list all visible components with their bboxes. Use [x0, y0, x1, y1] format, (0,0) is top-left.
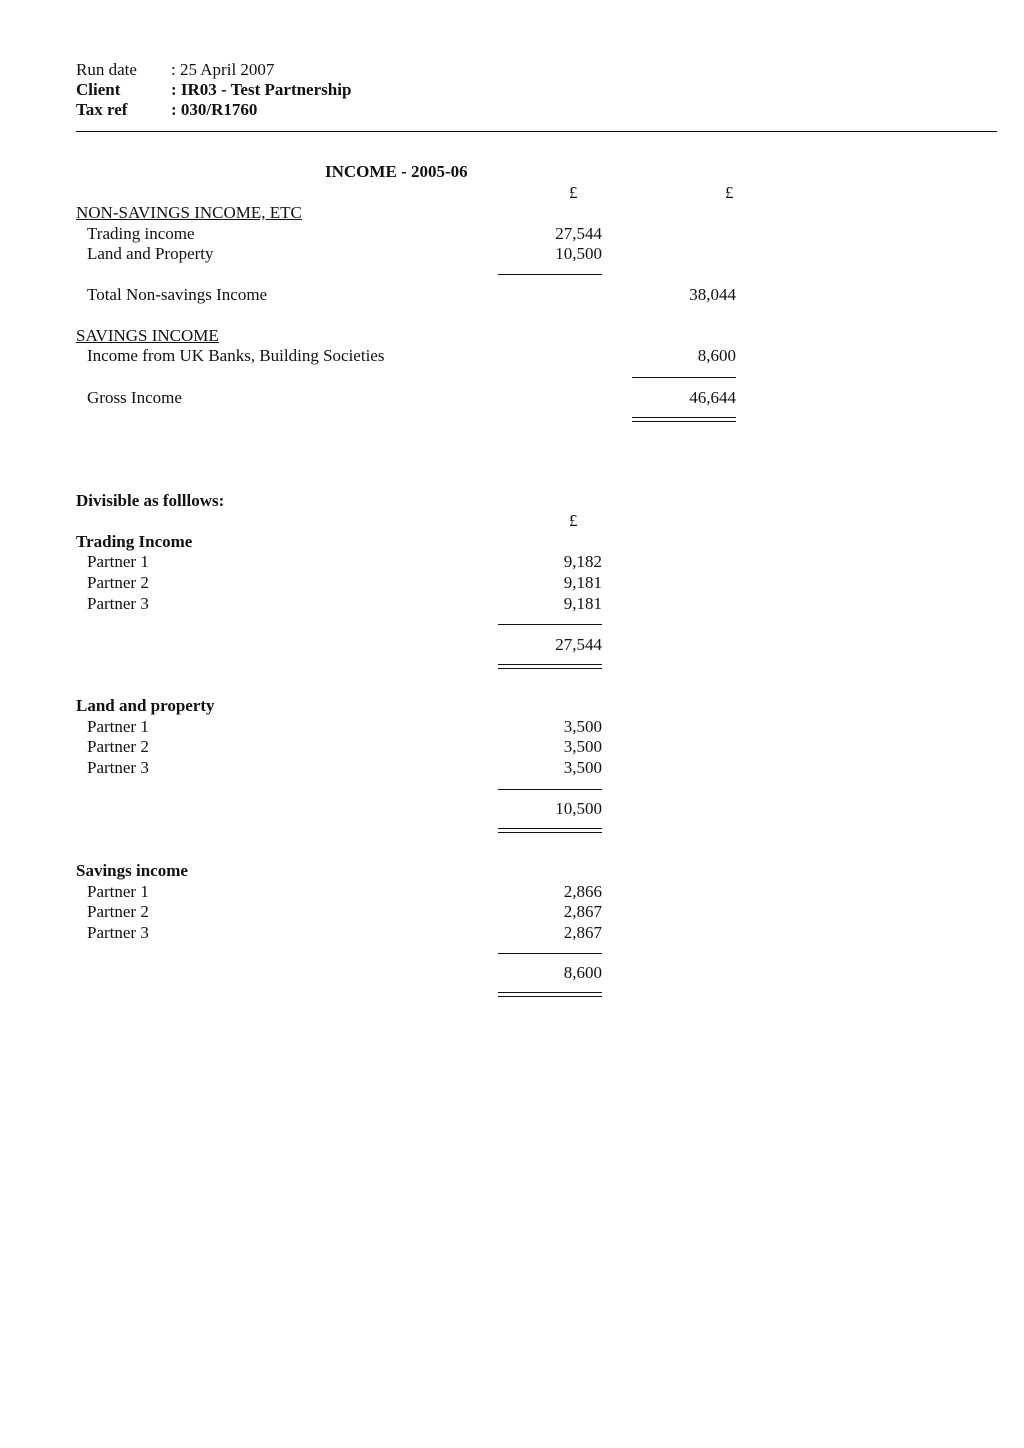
trading-income-amount: 27,544	[555, 224, 602, 243]
land-double-rule	[498, 828, 602, 833]
trading-partner-2-label: Partner 2	[87, 573, 149, 592]
page-title: INCOME - 2005-06	[325, 162, 468, 181]
land-partner-3-label: Partner 3	[87, 758, 149, 777]
subtotal-rule	[498, 274, 602, 275]
header-divider	[76, 131, 997, 132]
total-non-savings-amount: 38,044	[689, 285, 736, 304]
trading-section-heading: Trading Income	[76, 532, 193, 551]
savings-partner-3-label: Partner 3	[87, 923, 149, 942]
trading-partner-3-amount: 9,181	[563, 594, 602, 613]
savings-total-amount: 8,600	[563, 963, 602, 982]
savings-total-rule	[498, 953, 602, 954]
trading-partner-1-label: Partner 1	[87, 552, 149, 571]
land-property-amount: 10,500	[555, 244, 602, 263]
currency-col1: £	[569, 183, 578, 202]
land-partner-1-amount: 3,500	[563, 717, 602, 736]
land-partner-3-amount: 3,500	[563, 758, 602, 777]
tax-ref-label: Tax ref	[76, 100, 128, 119]
trading-income-label: Trading income	[87, 224, 195, 243]
savings-double-rule	[498, 992, 602, 997]
trading-partner-2-amount: 9,181	[563, 573, 602, 592]
gross-double-rule	[632, 417, 736, 422]
savings-partner-1-amount: 2,866	[563, 882, 602, 901]
savings-partner-2-label: Partner 2	[87, 902, 149, 921]
run-date-label: Run date	[76, 60, 137, 79]
savings-partner-1-label: Partner 1	[87, 882, 149, 901]
land-partner-2-amount: 3,500	[563, 737, 602, 756]
land-partner-2-label: Partner 2	[87, 737, 149, 756]
gross-rule	[632, 377, 736, 378]
gross-income-amount: 46,644	[689, 388, 736, 407]
trading-total-amount: 27,544	[555, 635, 602, 654]
total-non-savings-label: Total Non-savings Income	[87, 285, 268, 304]
uk-banks-amount: 8,600	[697, 346, 736, 365]
run-date-value: : 25 April 2007	[171, 60, 275, 79]
non-savings-heading: NON-SAVINGS INCOME, ETC	[76, 203, 302, 222]
divisible-heading: Divisible as folllows:	[76, 491, 225, 510]
land-section-heading: Land and property	[76, 696, 215, 715]
land-total-rule	[498, 789, 602, 790]
gross-income-label: Gross Income	[87, 388, 182, 407]
trading-partner-3-label: Partner 3	[87, 594, 149, 613]
client-value: : IR03 - Test Partnership	[171, 80, 352, 99]
savings-section-heading: Savings income	[76, 861, 188, 880]
currency-col2: £	[725, 183, 734, 202]
tax-ref-value: : 030/R1760	[171, 100, 258, 119]
savings-heading: SAVINGS INCOME	[76, 326, 219, 345]
trading-total-rule	[498, 624, 602, 625]
land-property-label: Land and Property	[87, 244, 214, 263]
land-total-amount: 10,500	[555, 799, 602, 818]
divisible-currency: £	[569, 511, 578, 530]
savings-partner-3-amount: 2,867	[563, 923, 602, 942]
uk-banks-label: Income from UK Banks, Building Societies	[87, 346, 385, 365]
trading-partner-1-amount: 9,182	[563, 552, 602, 571]
land-partner-1-label: Partner 1	[87, 717, 149, 736]
client-label: Client	[76, 80, 121, 99]
trading-double-rule	[498, 664, 602, 669]
savings-partner-2-amount: 2,867	[563, 902, 602, 921]
